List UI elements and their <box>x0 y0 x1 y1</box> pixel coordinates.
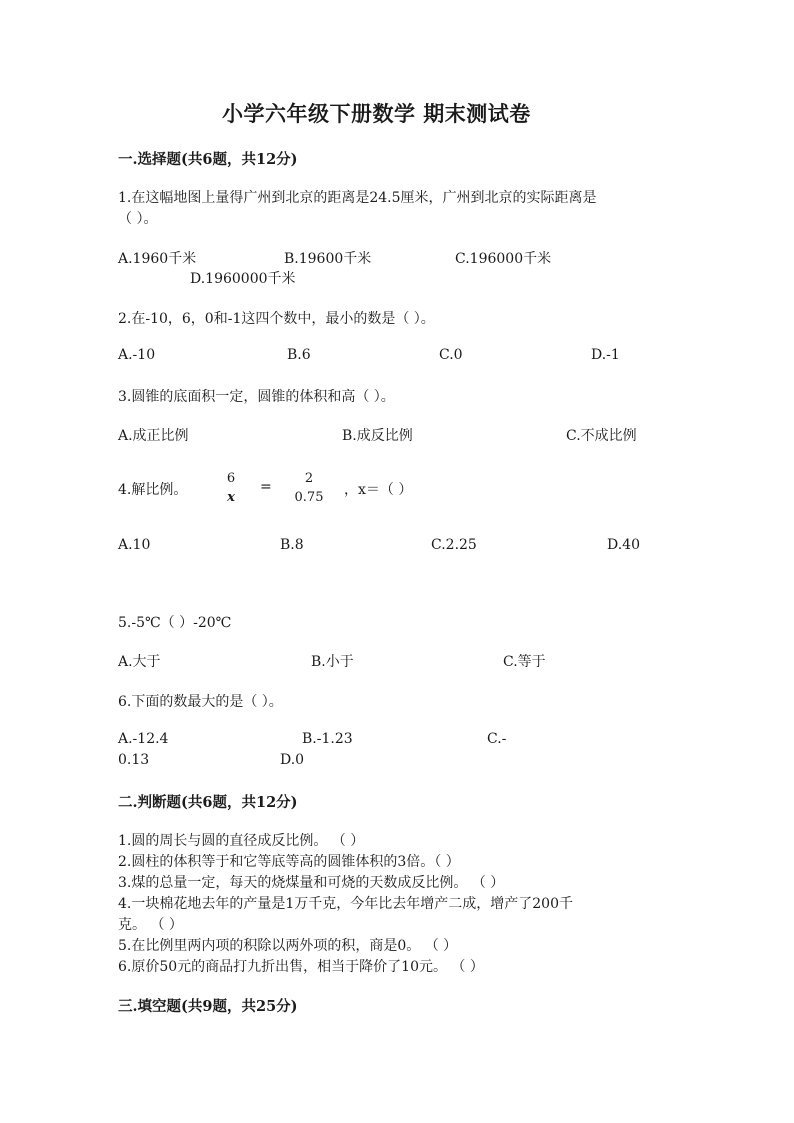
q5-option-c: C.等于 <box>503 654 546 670</box>
question-5: 5.-5℃（ ）-20℃ <box>118 615 232 631</box>
q6-option-a: A.-12.4 <box>118 731 169 747</box>
judgment-item-4: 4.一块棉花地去年的产量是1万千克，今年比去年增产二成，增产了200千 <box>118 896 573 912</box>
question-4-prefix: 4.解比例。 <box>118 482 188 498</box>
q2-option-c: C.0 <box>439 347 463 363</box>
equals-sign: = <box>260 479 272 495</box>
fraction-numerator: 2 <box>304 471 314 486</box>
q1-option-c: C.196000千米 <box>455 251 552 267</box>
q3-option-c: C.不成比例 <box>566 428 637 444</box>
page-title: 小学六年级下册数学 期末测试卷 <box>222 101 531 126</box>
q3-option-b: B.成反比例 <box>342 428 413 444</box>
q6-option-d: D.0 <box>280 752 305 768</box>
q4-option-b: B.8 <box>280 537 304 553</box>
question-3: 3.圆锥的底面积一定，圆锥的体积和高（ ）。 <box>118 389 395 405</box>
fraction-6-over-x <box>222 471 240 505</box>
question-2: 2.在-10，6，0和-1这四个数中，最小的数是（ ）。 <box>118 311 435 327</box>
section-heading-choice: 一.选择题(共6题，共12分) <box>118 151 298 168</box>
q3-option-a: A.成正比例 <box>118 428 189 444</box>
q6-option-c: C.- <box>487 731 507 747</box>
judgment-item-4-continued: 克。 （ ） <box>118 917 183 933</box>
q5-option-a: A.大于 <box>118 654 161 670</box>
q1-option-a: A.1960千米 <box>118 251 197 267</box>
q1-option-b: B.19600千米 <box>284 251 372 267</box>
question-1-line1: 1.在这幅地图上量得广州到北京的距离是24.5厘米，广州到北京的实际距离是 <box>118 190 597 206</box>
section-heading-judgment: 二.判断题(共6题，共12分) <box>118 794 298 811</box>
q5-option-b: B.小于 <box>311 654 354 670</box>
fraction-numerator: 6 <box>226 471 236 486</box>
judgment-item-3: 3.煤的总量一定，每天的烧煤量和可烧的天数成反比例。 （ ） <box>118 875 505 891</box>
question-4-suffix: ，x＝（ ） <box>344 482 413 498</box>
judgment-item-6: 6.原价50元的商品打九折出售，相当于降价了10元。 （ ） <box>118 959 484 975</box>
judgment-item-1: 1.圆的周长与圆的直径成反比例。 （ ） <box>118 833 365 849</box>
fraction-2-over-075 <box>293 471 325 505</box>
fraction-denominator: 0.75 <box>294 490 324 505</box>
fraction-denominator: x <box>227 490 235 505</box>
q4-option-c: C.2.25 <box>431 537 477 553</box>
q4-option-a: A.10 <box>118 537 151 553</box>
q6-option-c-continued: 0.13 <box>118 752 150 768</box>
question-6: 6.下面的数最大的是（ ）。 <box>118 694 283 710</box>
judgment-item-5: 5.在比例里两内项的积除以两外项的积，商是0。 （ ） <box>118 938 458 954</box>
section-heading-fill-in: 三.填空题(共9题，共25分) <box>118 998 298 1015</box>
q1-option-d: D.1960000千米 <box>190 271 296 287</box>
q2-option-a: A.-10 <box>118 347 156 363</box>
q4-option-d: D.40 <box>607 537 640 553</box>
q6-option-b: B.-1.23 <box>302 731 353 747</box>
question-1-line2: （ ）。 <box>118 211 158 227</box>
judgment-item-2: 2.圆柱的体积等于和它等底等高的圆锥体积的3倍。（ ） <box>118 854 460 870</box>
q2-option-d: D.-1 <box>591 347 620 363</box>
q2-option-b: B.6 <box>287 347 311 363</box>
